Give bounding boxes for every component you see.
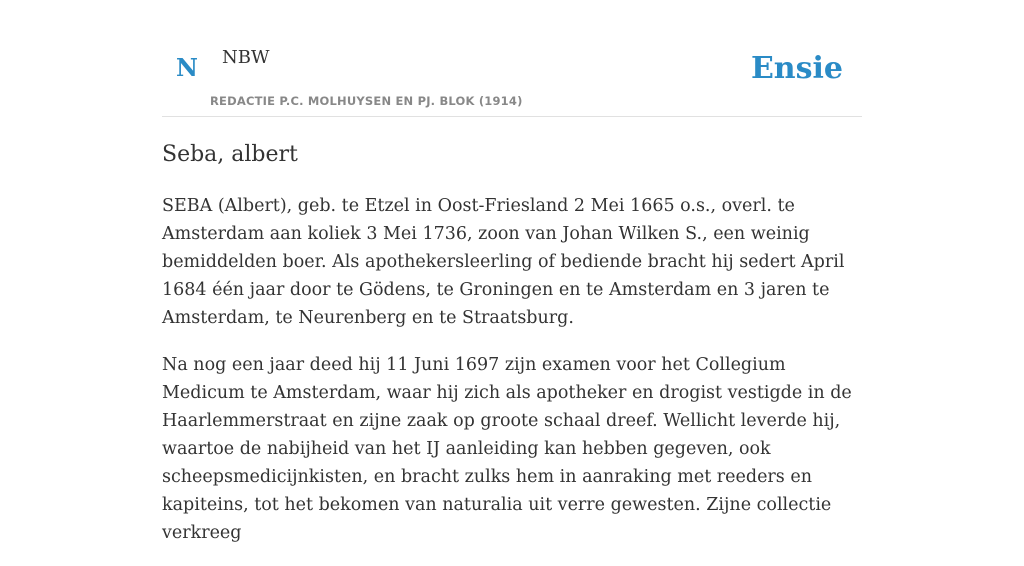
source-logo[interactable]: N [176,53,198,82]
source-editors: REDACTIE P.C. MOLHUYSEN EN PJ. BLOK (1914) [210,94,523,108]
page-title: Seba, albert [162,142,298,167]
source-name-link[interactable]: NBW [222,47,270,68]
article-body [162,192,862,566]
ensie-logo[interactable]: Ensie [750,51,843,86]
article-paragraph: Na nog een jaar deed hij 11 Juni 1697 zijn examen voor het Collegium Medicum te Amsterdam, waar hij zich als apotheker en drogist vestigde in de Haarlemmerstraat en zijne zaak op groote schaal dreef. Wellicht leverde hij, waartoe de nabijheid van het IJ aanleiding kan hebben gegeven, ook scheepsmedicijnkisten, en bracht zulks hem in aanraking met reeders en kapiteins, tot het bekomen van naturalia uit verre gewesten. Zijne collectie verkreeg [162,355,852,543]
page-container [162,0,862,543]
article-paragraph: SEBA (Albert), geb. te Etzel in Oost-Friesland 2 Mei 1665 o.s., overl. te Amsterdam aan koliek 3 Mei 1736, zoon van Johan Wilken S., een weinig bemiddelden boer. Als apothekersleerling of bediende bracht hij sedert April 1684 één jaar door te Gödens, te Groningen en te Amsterdam en 3 jaren te Amsterdam, te Neurenberg en te Straatsburg. [162,196,845,328]
source-header [162,0,862,117]
